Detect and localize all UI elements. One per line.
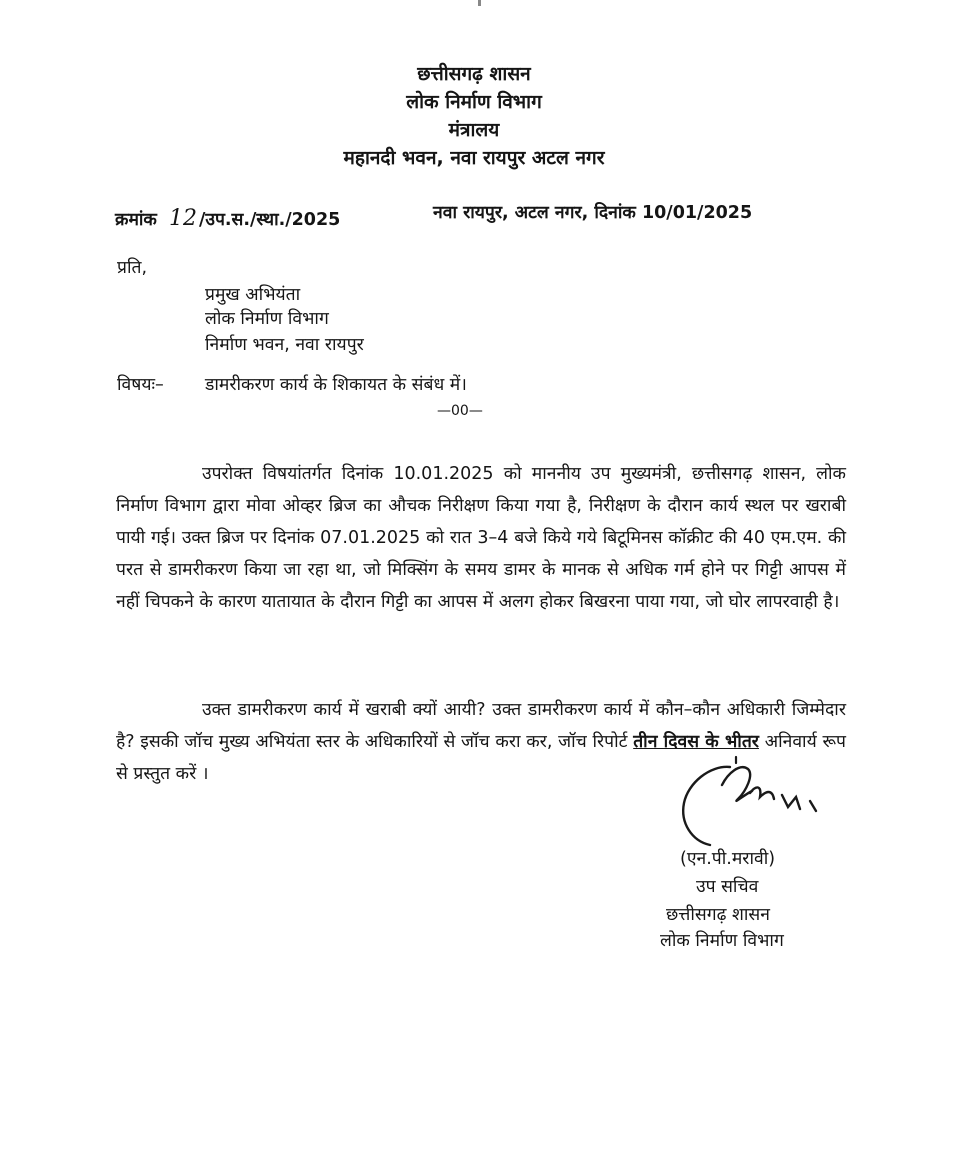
- signatory-department: लोक निर्माण विभाग: [660, 931, 784, 951]
- signatory-name: (एन.पी.मरावी): [680, 849, 776, 869]
- ref-handwritten-no: 12: [168, 206, 197, 231]
- place-date: नवा रायपुर, अटल नगर, दिनांक 10/01/2025: [433, 203, 753, 223]
- ref-prefix: क्रमांक: [115, 210, 157, 230]
- addressee-address: निर्माण भवन, नवा रायपुर: [205, 335, 364, 355]
- deadline-underlined: तीन दिवस के भीतर: [633, 732, 759, 752]
- subject-label: विषयः–: [117, 375, 164, 395]
- subject-text: डामरीकरण कार्य के शिकायत के संबंध में।: [205, 375, 467, 395]
- paragraph-1: उपरोक्त विषयांतर्गत दिनांक 10.01.2025 को माननीय उप मुख्यमंत्री, छत्तीसगढ़ शासन, लोक निर्माण विभाग द्वारा मोवा ओव्हर ब्रिज का औचक निरीक्षण किया गया है, निरीक्षण के दौरान कार्य स्थल पर खराबी पायी गई। उक्त ब्रिज पर दिनांक 07.01.2025 को रात 3–4 बजे किये गये बिटूमिनस कॉक्रीट की 40 एम.एम. की परत से डामरीकरण किया जा रहा था, जो मिक्सिंग के समय डामर के मानक से अधिक गर्म होने पर गिट्टी आपस में नहीं चिपकने के कारण यातायात के दौरान गिट्टी का आपस में अलग होकर बिखरना पाया गया, जो घोर लापरवाही है।: [116, 464, 846, 612]
- subject-separator: —00—: [437, 403, 483, 419]
- header-ministry: मंत्रालय: [448, 119, 500, 141]
- prati-label: प्रति,: [117, 258, 148, 278]
- paragraph-2-part2: अनिवार्य रूप से प्रस्तुत करें ।: [116, 732, 846, 784]
- header-department: लोक निर्माण विभाग: [406, 91, 542, 113]
- header-address: महानदी भवन, नवा रायपुर अटल नगर: [343, 147, 605, 169]
- reference-number: [115, 206, 340, 231]
- addressee-title: प्रमुख अभियंता: [205, 285, 301, 305]
- signature-scribble: [670, 755, 840, 855]
- scan-mark: [478, 0, 481, 6]
- signatory-designation: उप सचिव: [696, 877, 759, 897]
- header-state: छत्तीसगढ़ शासन: [417, 63, 531, 85]
- addressee-department: लोक निर्माण विभाग: [205, 309, 329, 329]
- signatory-org: छत्तीसगढ़ शासन: [666, 905, 770, 925]
- ref-suffix: /उप.स./स्था./2025: [198, 210, 341, 230]
- paragraph-2-part1: उक्त डामरीकरण कार्य में खराबी क्यों आयी? उक्त डामरीकरण कार्य में कौन–कौन अधिकारी जिम्मेदार है? इसकी जॉच मुख्य अभियंता स्तर के अधिकारियों से जॉच करा कर, जॉच रिपोर्ट: [116, 700, 846, 752]
